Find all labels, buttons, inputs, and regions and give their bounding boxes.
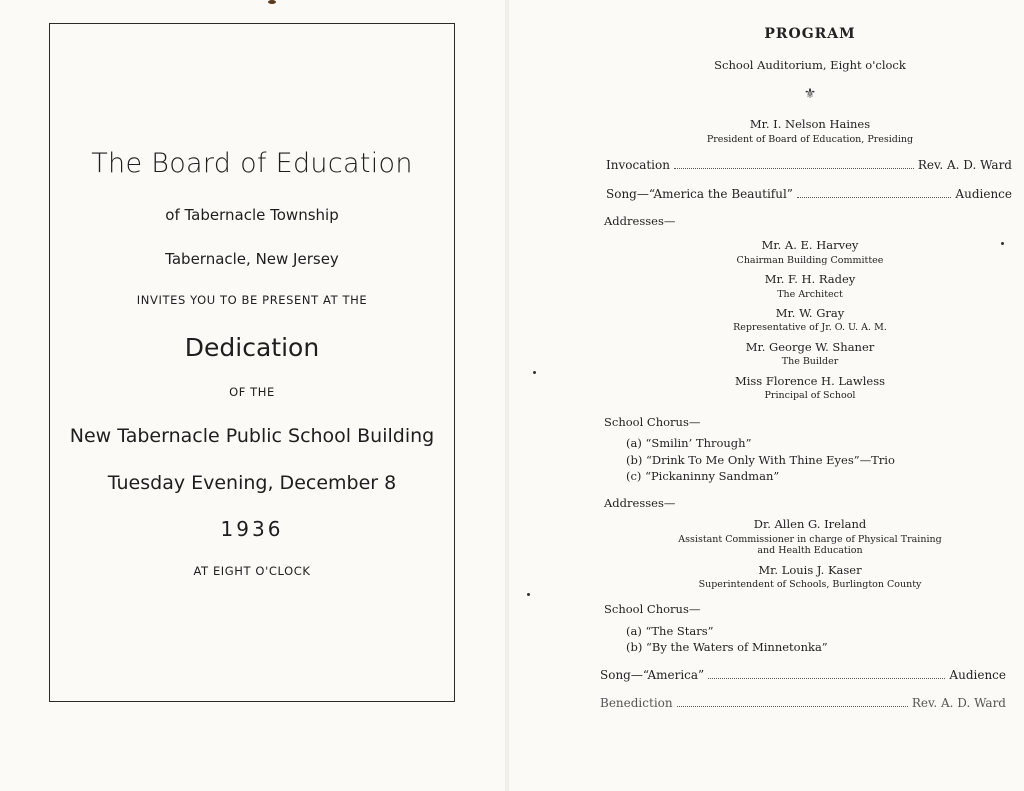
paper-speck [527,593,530,596]
ornament-icon: ⚜ [803,86,817,102]
chorus1-item: (a) “Smilin’ Through” [626,436,752,450]
chorus2-item: (b) “By the Waters of Minnetonka” [626,640,828,654]
speaker-name: Mr. George W. Shaner [745,340,875,354]
benediction-line [600,696,1006,710]
page-fold [505,0,509,791]
presiding-role: President of Board of Education, Presiding [706,134,914,145]
benediction-label: Benediction [600,696,673,710]
speaker-role: Principal of School [764,390,856,401]
speaker-role: Superintendent of Schools, Burlington County [698,579,922,590]
invocation-label: Invocation [606,158,670,172]
invitation-building: New Tabernacle Public School Building [69,425,435,447]
speaker-name: Mr. Louis J. Kaser [758,563,862,577]
chorus2-item: (a) “The Stars” [626,624,714,638]
paper-speck [268,0,276,4]
invitation-title: The Board of Education [91,148,413,179]
speaker-role: Representative of Jr. O. U. A. M. [733,322,887,333]
invitation-year: 1936 [220,517,284,541]
invitation-invite-text: INVITES YOU TO BE PRESENT AT THE [136,293,368,307]
song2-line [600,668,1006,682]
speaker-name: Mr. W. Gray [775,306,845,320]
paper-speck [1001,242,1004,245]
speaker-role: The Architect [777,289,843,300]
song2-by: Audience [949,668,1006,682]
invitation-date: Tuesday Evening, December 8 [107,472,397,494]
paper-speck [533,371,536,374]
invitation-of: OF THE [229,385,275,399]
invitation-event: Dedication [184,333,320,362]
presiding-name: Mr. I. Nelson Haines [749,117,871,131]
invitation-time: AT EIGHT O'CLOCK [193,564,311,578]
invitation-border [49,23,455,702]
song1-by: Audience [955,187,1012,201]
leader-dots [674,168,914,169]
song2-label: Song—“America” [600,668,705,682]
leader-dots [677,706,908,707]
speaker-role: The Builder [781,356,839,367]
chorus1-item: (c) “Pickaninny Sandman” [626,469,780,483]
program-venue: School Auditorium, Eight o'clock [714,58,906,72]
speaker-name: Mr. F. H. Radey [764,272,856,286]
speaker-role-cont: and Health Education [757,545,863,556]
speaker-name: Mr. A. E. Harvey [761,238,859,252]
benediction-by: Rev. A. D. Ward [911,696,1006,710]
leader-dots [708,678,945,679]
addresses1-label: Addresses— [604,214,676,228]
invocation-line [606,158,1012,172]
addresses2-label: Addresses— [604,496,676,510]
song1-line [606,187,1012,201]
speaker-role: Chairman Building Committee [736,255,884,266]
chorus1-item: (b) “Drink To Me Only With Thine Eyes”—Trio [626,453,895,467]
invitation-location: Tabernacle, New Jersey [165,250,339,268]
chorus1-label: School Chorus— [604,415,701,429]
program-heading: PROGRAM [764,26,856,42]
invocation-by: Rev. A. D. Ward [917,158,1012,172]
chorus2-label: School Chorus— [604,602,701,616]
speaker-role: Assistant Commissioner in charge of Physical Training [678,534,942,545]
song1-label: Song—“America the Beautiful” [606,187,793,201]
speaker-name: Dr. Allen G. Ireland [753,517,867,531]
invitation-township: of Tabernacle Township [165,206,339,224]
speaker-name: Miss Florence H. Lawless [734,374,886,388]
leader-dots [797,197,951,198]
